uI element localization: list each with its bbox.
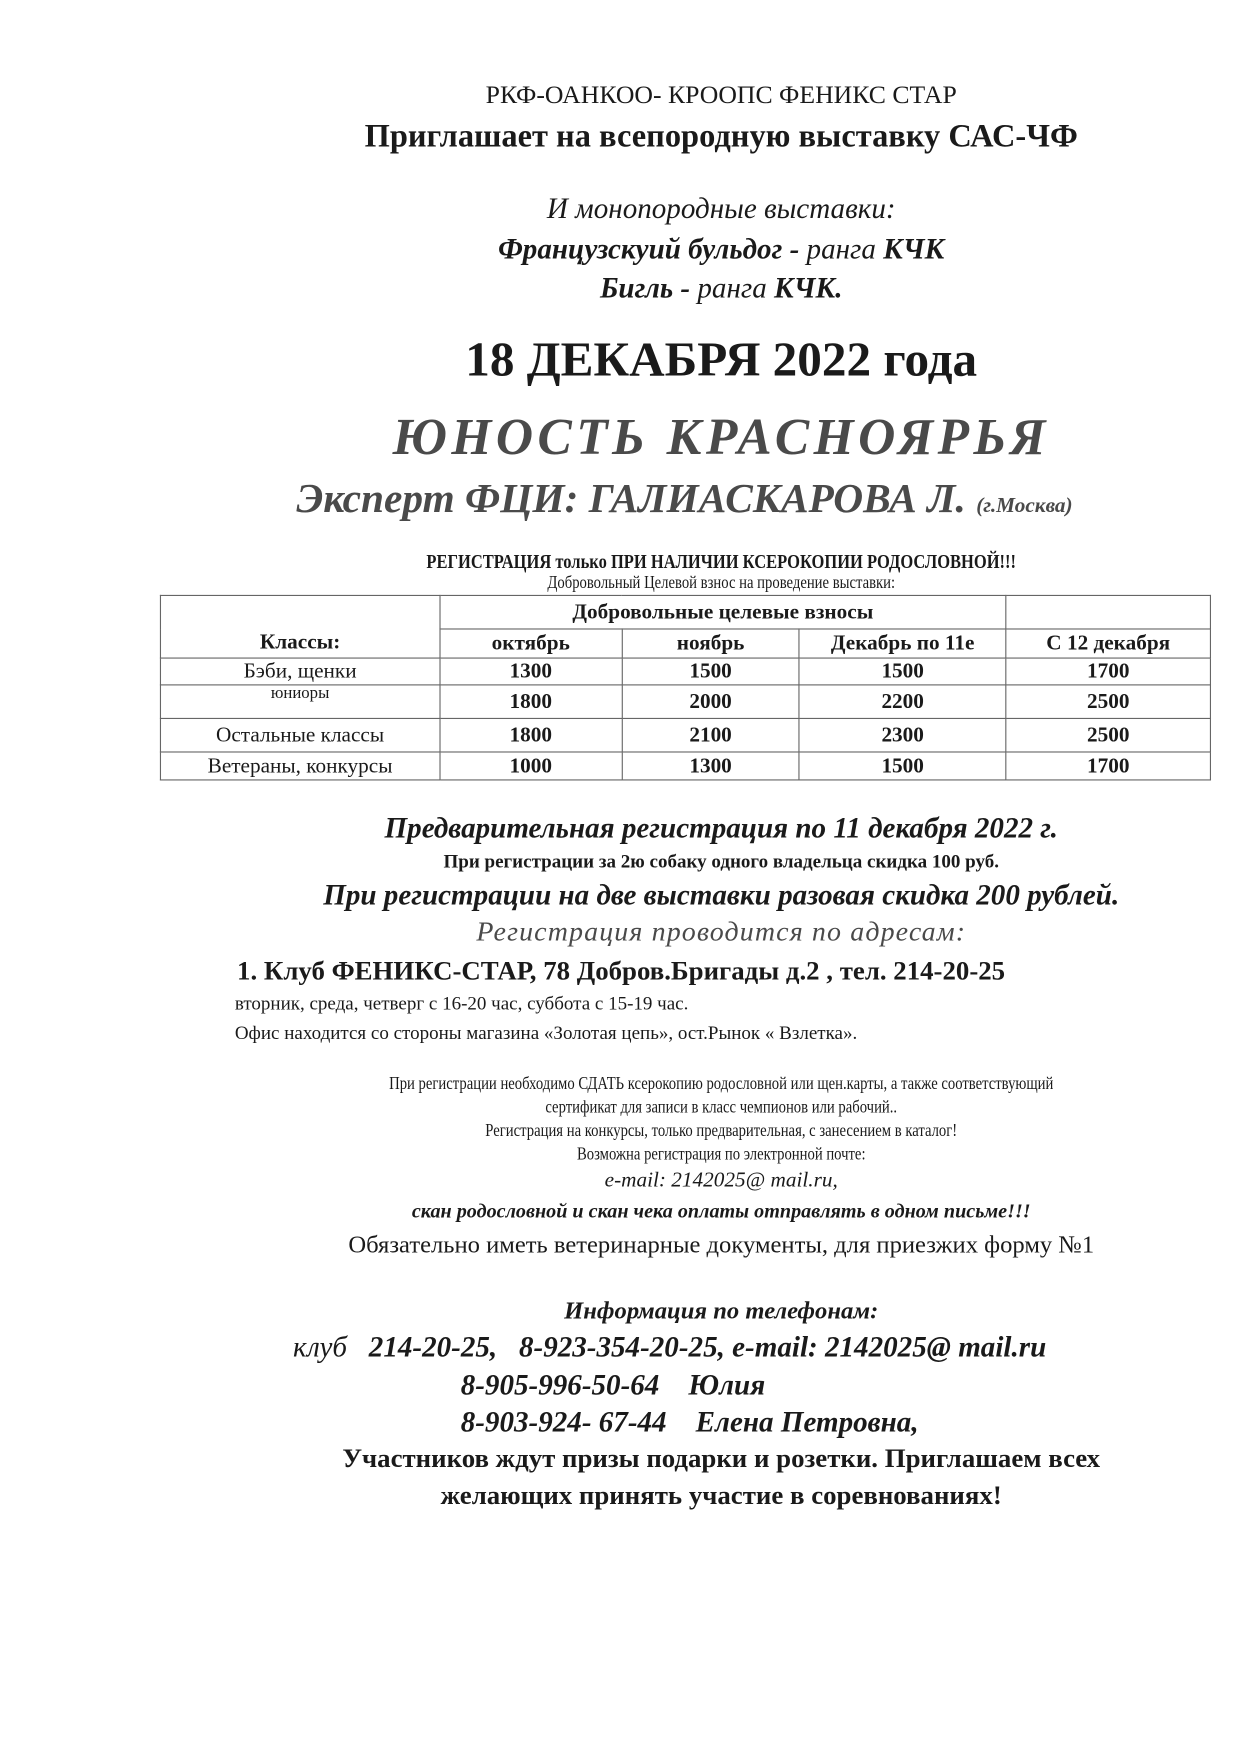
addresses-intro: Регистрация проводится по адресам: [476, 916, 967, 948]
note-line: Регистрация на конкурсы, только предварительная, с занесением в каталог! [485, 1121, 958, 1141]
phone-yulia: 8-905-996-50-64 Юлия [460, 1368, 766, 1402]
vet-docs: Обязательно иметь ветеринарные документы, для приезжих форму №1 [348, 1230, 1095, 1258]
contacts-title: Информация по телефонам: [564, 1295, 879, 1324]
expert [296, 475, 1072, 523]
col-header: Декабрь по 11е [799, 629, 1006, 658]
col-header: ноябрь [622, 629, 800, 658]
discount-second-dog: При регистрации за 2ю собаку одного владельца скидка 100 руб. [443, 850, 999, 873]
table-row [160, 685, 1210, 719]
fee: 1500 [799, 658, 1006, 685]
fee: 1800 [440, 685, 622, 719]
fee: 2100 [622, 718, 800, 752]
fee: 1700 [1006, 752, 1210, 780]
breed: Бигль - [599, 271, 698, 305]
club-address: 1. Клуб ФЕНИКС-СТАР, 78 Добров.Бригады д.2 , тел. 214-20-25 [237, 957, 1006, 987]
fees-caption: Добровольный Целевой взнос на проведение выставки: [547, 573, 896, 593]
phone-elena: 8-903-924- 67-44 Елена Петровна, [460, 1405, 919, 1439]
mono-show-french-bulldog [0, 233, 1239, 267]
table-row [160, 658, 1210, 685]
fee: 1000 [440, 752, 622, 780]
table-row [160, 752, 1210, 780]
office-location: Офис находится со стороны магазина «Золотая цепь», ост.Рынок « Взлетка». [234, 1022, 858, 1044]
closing-line-2: желающих принять участие в соревнованиях! [440, 1481, 1002, 1511]
breed: Французскуий бульдог - [498, 232, 807, 266]
fee: 2500 [1006, 685, 1210, 719]
club-label: клуб [292, 1330, 347, 1364]
class-name: юниоры [160, 685, 439, 719]
fee: 2000 [622, 685, 800, 719]
fee: 2200 [799, 685, 1006, 719]
fee: 1500 [622, 658, 800, 685]
group-header: Добровольные целевые взносы [440, 595, 1006, 629]
invite-title: Приглашает на всепородную выставку САС-ЧФ [364, 118, 1078, 155]
fees-table [160, 595, 1211, 781]
class-header: Классы: [160, 595, 439, 658]
club-phones: 214-20-25, 8-923-354-20-25, e-mail: 2142025@ mail.ru [346, 1330, 1047, 1364]
office-hours: вторник, среда, четверг с 16-20 час, суббота с 15-19 час. [234, 992, 689, 1015]
venue: ЮНОСТЬ КРАСНОЯРЬЯ [392, 408, 1050, 466]
mono-intro: И монопородные выставки: [546, 192, 896, 225]
show-date: 18 ДЕКАБРЯ 2022 года [465, 332, 978, 387]
rank-word: ранга [697, 271, 767, 305]
expert-name: Эксперт ФЦИ: ГАЛИАСКАРОВА Л. [296, 476, 966, 523]
class-name: Ветераны, конкурсы [160, 752, 439, 780]
empty-cell [1006, 595, 1210, 629]
rank-word: ранга [806, 232, 876, 266]
fee: 1500 [799, 752, 1006, 780]
fee: 1300 [440, 658, 622, 685]
class-name: Бэби, щенки [160, 658, 439, 685]
fee: 1800 [440, 718, 622, 752]
expert-city: (г.Москва) [976, 494, 1073, 518]
class-name: Остальные классы [160, 718, 439, 752]
organizer: РКФ-ОАНКОО- КРООПС ФЕНИКС СТАР [485, 80, 957, 109]
pre-registration: Предварительная регистрация по 11 декабря 2022 г. [384, 811, 1058, 845]
closing-line-1: Участников ждут призы подарки и розетки. Приглашаем всех [342, 1444, 1101, 1474]
registration-notice: РЕГИСТРАЦИЯ только ПРИ НАЛИЧИИ КСЕРОКОПИИ РОДОСЛОВНОЙ!!! [426, 550, 1017, 573]
club-contacts [293, 1331, 1046, 1365]
fee: 1700 [1006, 658, 1210, 685]
fee: 2500 [1006, 718, 1210, 752]
note-line: Возможна регистрация по электронной почте: [576, 1145, 866, 1165]
col-header: С 12 декабря [1006, 629, 1210, 658]
fee: 1300 [622, 752, 800, 780]
rank: КЧК [875, 232, 945, 266]
col-header: октябрь [440, 629, 622, 658]
mono-show-beagle [0, 272, 1239, 306]
fee: 2300 [799, 718, 1006, 752]
discount-two-shows: При регистрации на две выставки разовая скидка 200 рублей. [323, 878, 1120, 912]
scan-note: скан родословной и скан чека оплаты отправлять в одном письме!!! [411, 1199, 1031, 1223]
note-line: сертификат для записи в класс чемпионов или рабочий.. [545, 1098, 898, 1118]
table-row [160, 718, 1210, 752]
registration-email[interactable]: e-mail: 2142025@ mail.ru, [604, 1168, 838, 1193]
note-line: При регистрации необходимо СДАТЬ ксерокопию родословной или щен.карты, а также соответствующий [389, 1074, 1054, 1094]
rank: КЧК. [766, 271, 843, 305]
